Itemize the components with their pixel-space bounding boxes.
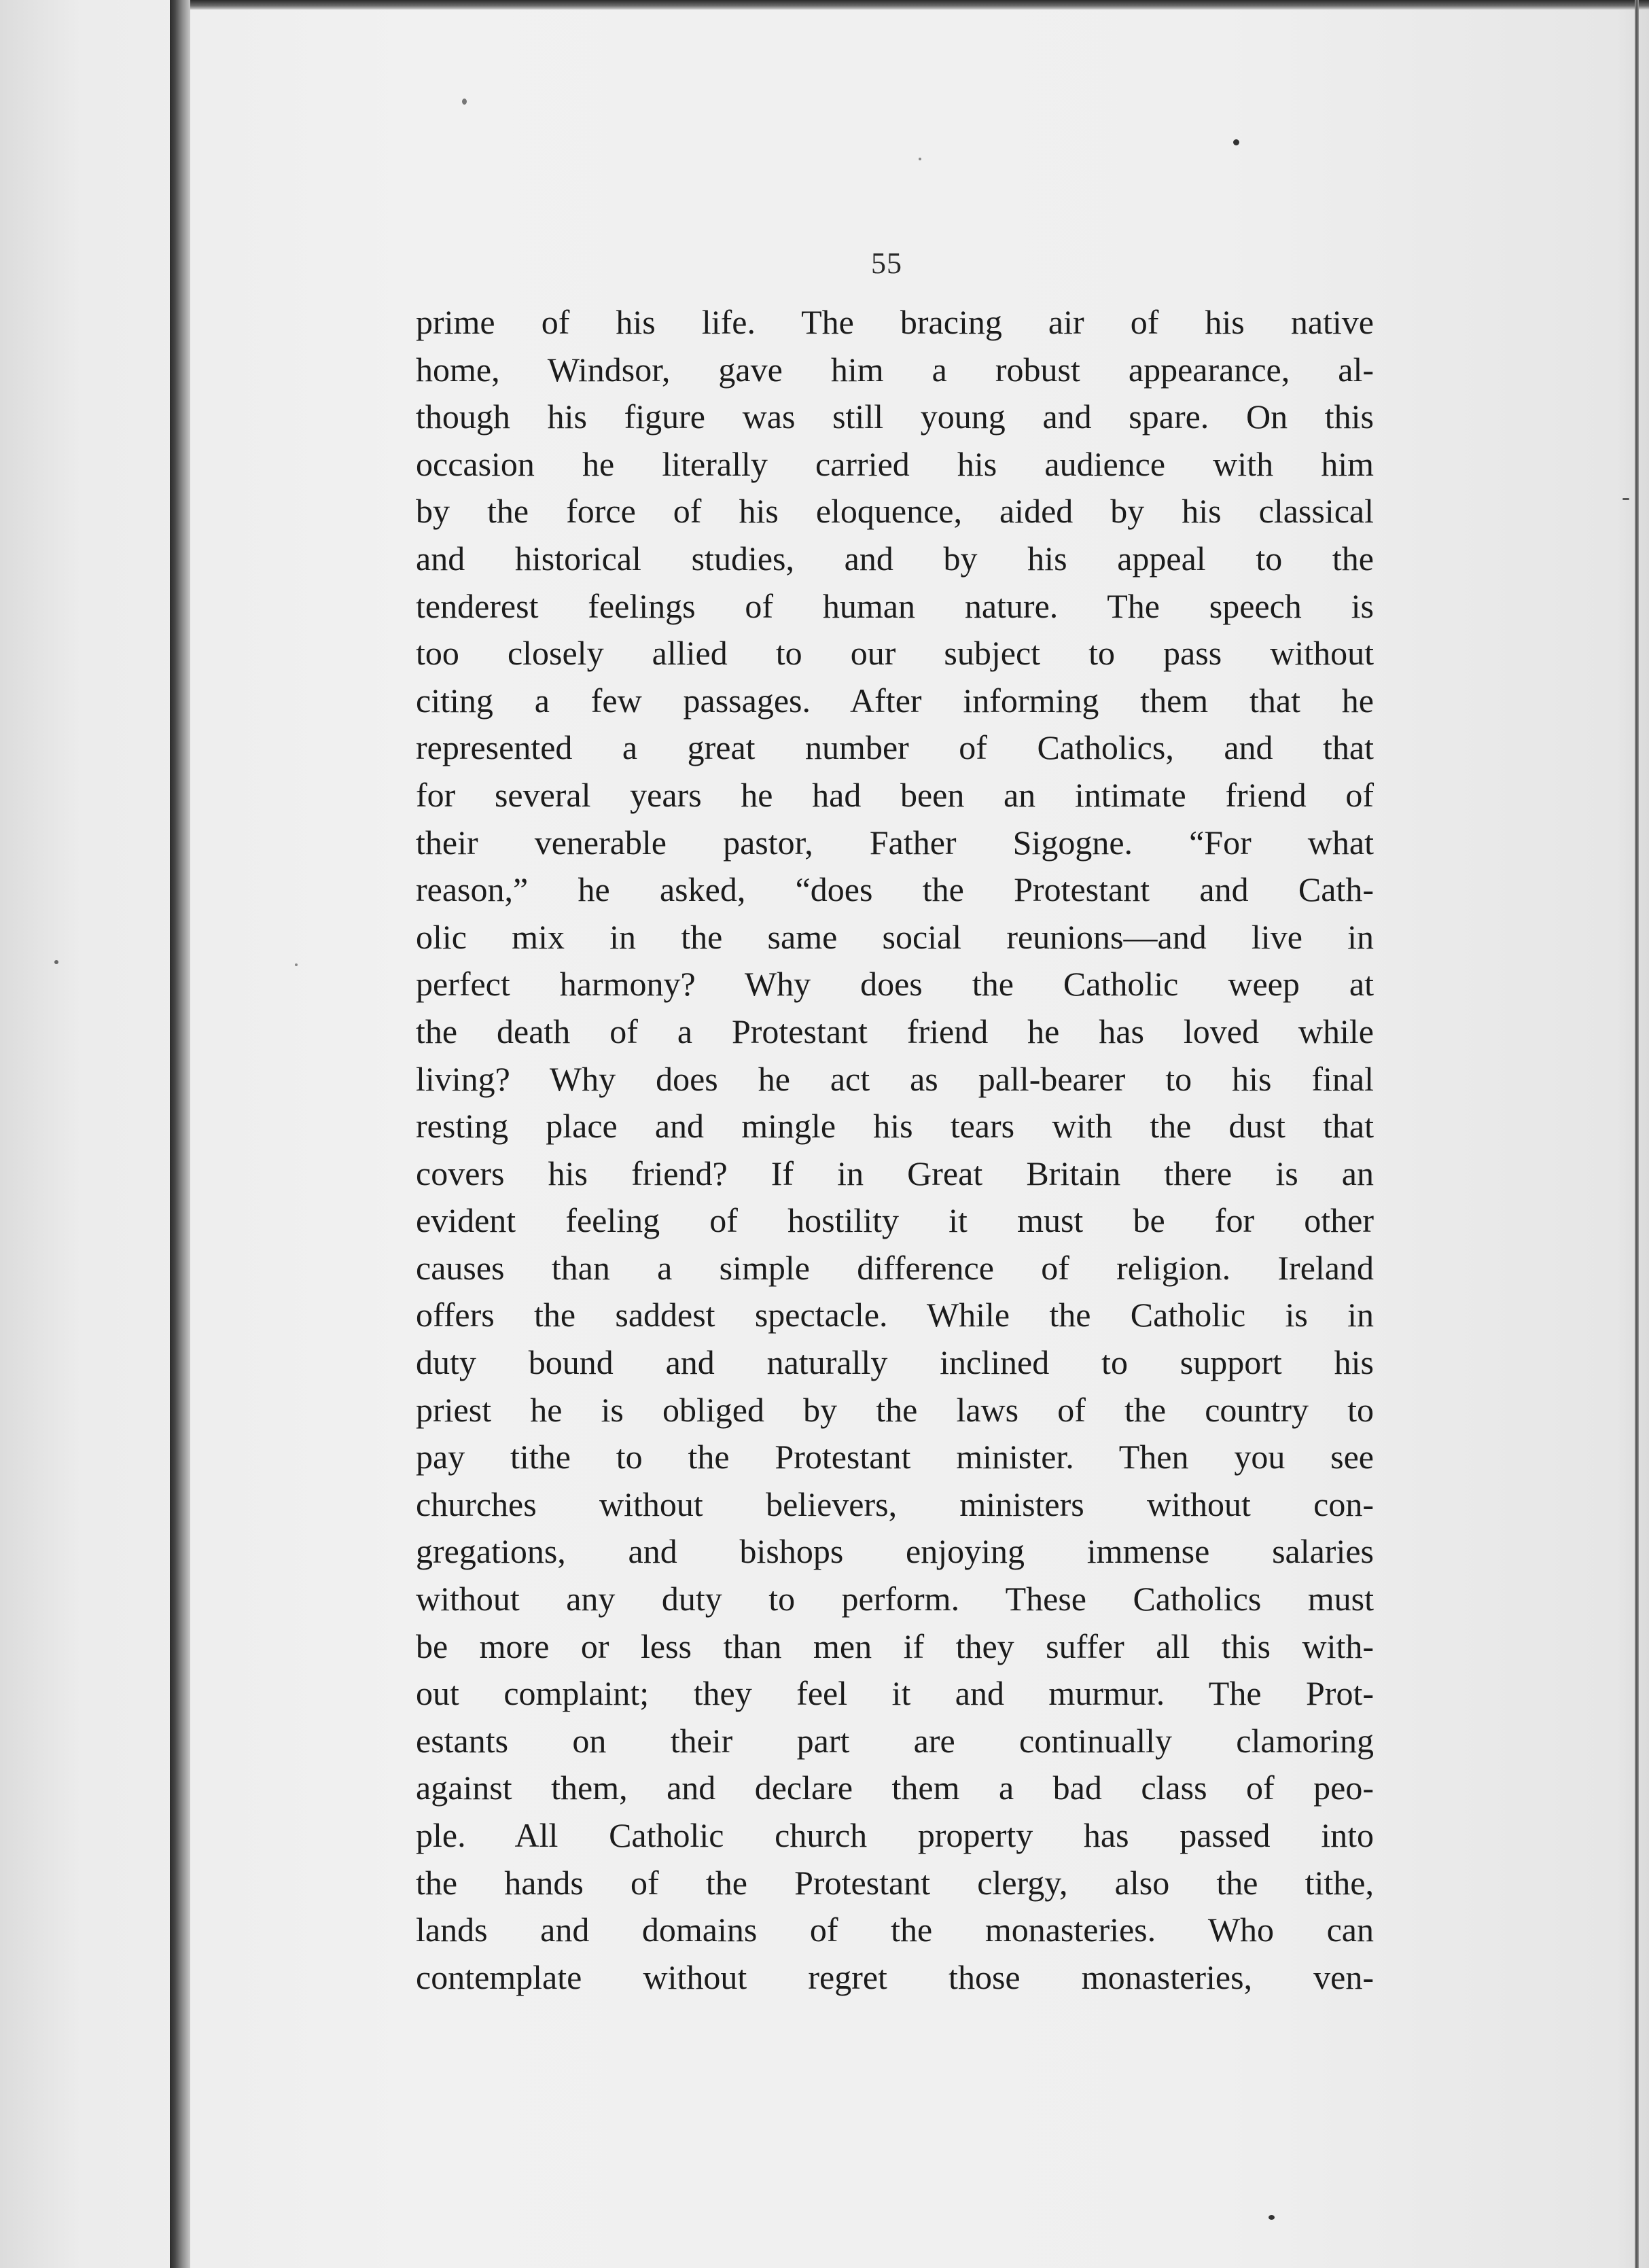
dust-speck <box>1233 139 1239 145</box>
text-line: gregations, and bishops enjoying immense salaries <box>416 1532 1374 1571</box>
text-line: for several years he had been an intimate friend of <box>416 775 1374 814</box>
text-line: resting place and mingle his tears with the dust that <box>416 1107 1374 1146</box>
binding-edge <box>170 0 190 2268</box>
dust-speck <box>1269 2215 1275 2220</box>
text-line: perfect harmony? Why does the Catholic weep at <box>416 965 1374 1004</box>
text-line: the death of a Protestant friend he has loved while <box>416 1012 1374 1050</box>
body-text <box>416 299 1374 2001</box>
text-line: reason,” he asked, “does the Protestant and Cath- <box>416 870 1374 909</box>
text-line: citing a few passages. After informing them that he <box>416 681 1374 720</box>
text-line: and historical studies, and by his appeal to the <box>416 539 1374 578</box>
text-line: without any duty to perform. These Catholics must <box>416 1580 1374 1618</box>
top-edge-shadow <box>170 0 1649 10</box>
text-line: churches without believers, ministers without con- <box>416 1485 1374 1523</box>
text-line: estants on their part are continually clamoring <box>416 1721 1374 1760</box>
text-line: ple. All Catholic church property has passed into <box>416 1816 1374 1854</box>
text-line: tenderest feelings of human nature. The speech is <box>416 586 1374 625</box>
text-line: by the force of his eloquence, aided by his classical <box>416 492 1374 531</box>
text-line: pay tithe to the Protestant minister. Then you see <box>416 1438 1374 1476</box>
dust-speck <box>919 158 921 160</box>
text-line: causes than a simple difference of religion. Ireland <box>416 1248 1374 1287</box>
text-line: be more or less than men if they suffer all this with- <box>416 1627 1374 1665</box>
text-line: their venerable pastor, Father Sigogne. “For what <box>416 823 1374 862</box>
text-line: occasion he literally carried his audience with him <box>416 444 1374 483</box>
text-line: home, Windsor, gave him a robust appearance, al- <box>416 350 1374 389</box>
text-line: too closely allied to our subject to pass without <box>416 634 1374 673</box>
dust-speck <box>295 963 298 966</box>
dust-speck <box>54 960 58 964</box>
text-line: offers the saddest spectacle. While the Catholic is in <box>416 1296 1374 1334</box>
text-line: against them, and declare them a bad class of peo- <box>416 1769 1374 1807</box>
dust-speck <box>1623 498 1629 500</box>
text-line: lands and domains of the monasteries. Who can <box>416 1911 1374 1949</box>
text-line: though his figure was still young and spare. On this <box>416 397 1374 436</box>
text-line: evident feeling of hostility it must be for other <box>416 1201 1374 1240</box>
page-number: 55 <box>871 247 902 280</box>
text-line: prime of his life. The bracing air of his native <box>416 303 1374 341</box>
text-line: contemplate without regret those monasteries, ven- <box>416 1957 1374 1996</box>
text-line: duty bound and naturally inclined to support his <box>416 1343 1374 1382</box>
dust-speck <box>462 99 467 105</box>
text-line: priest he is obliged by the laws of the country to <box>416 1390 1374 1429</box>
text-line: out complaint; they feel it and murmur. The Prot- <box>416 1674 1374 1713</box>
text-line: olic mix in the same social reunions—and live in <box>416 917 1374 956</box>
text-line: represented a great number of Catholics, and that <box>416 728 1374 767</box>
right-edge-shadow <box>1635 0 1639 2268</box>
text-line: the hands of the Protestant clergy, also the tithe, <box>416 1863 1374 1902</box>
text-line: covers his friend? If in Great Britain there is an <box>416 1154 1374 1192</box>
text-line: living? Why does he act as pall-bearer to his final <box>416 1059 1374 1098</box>
